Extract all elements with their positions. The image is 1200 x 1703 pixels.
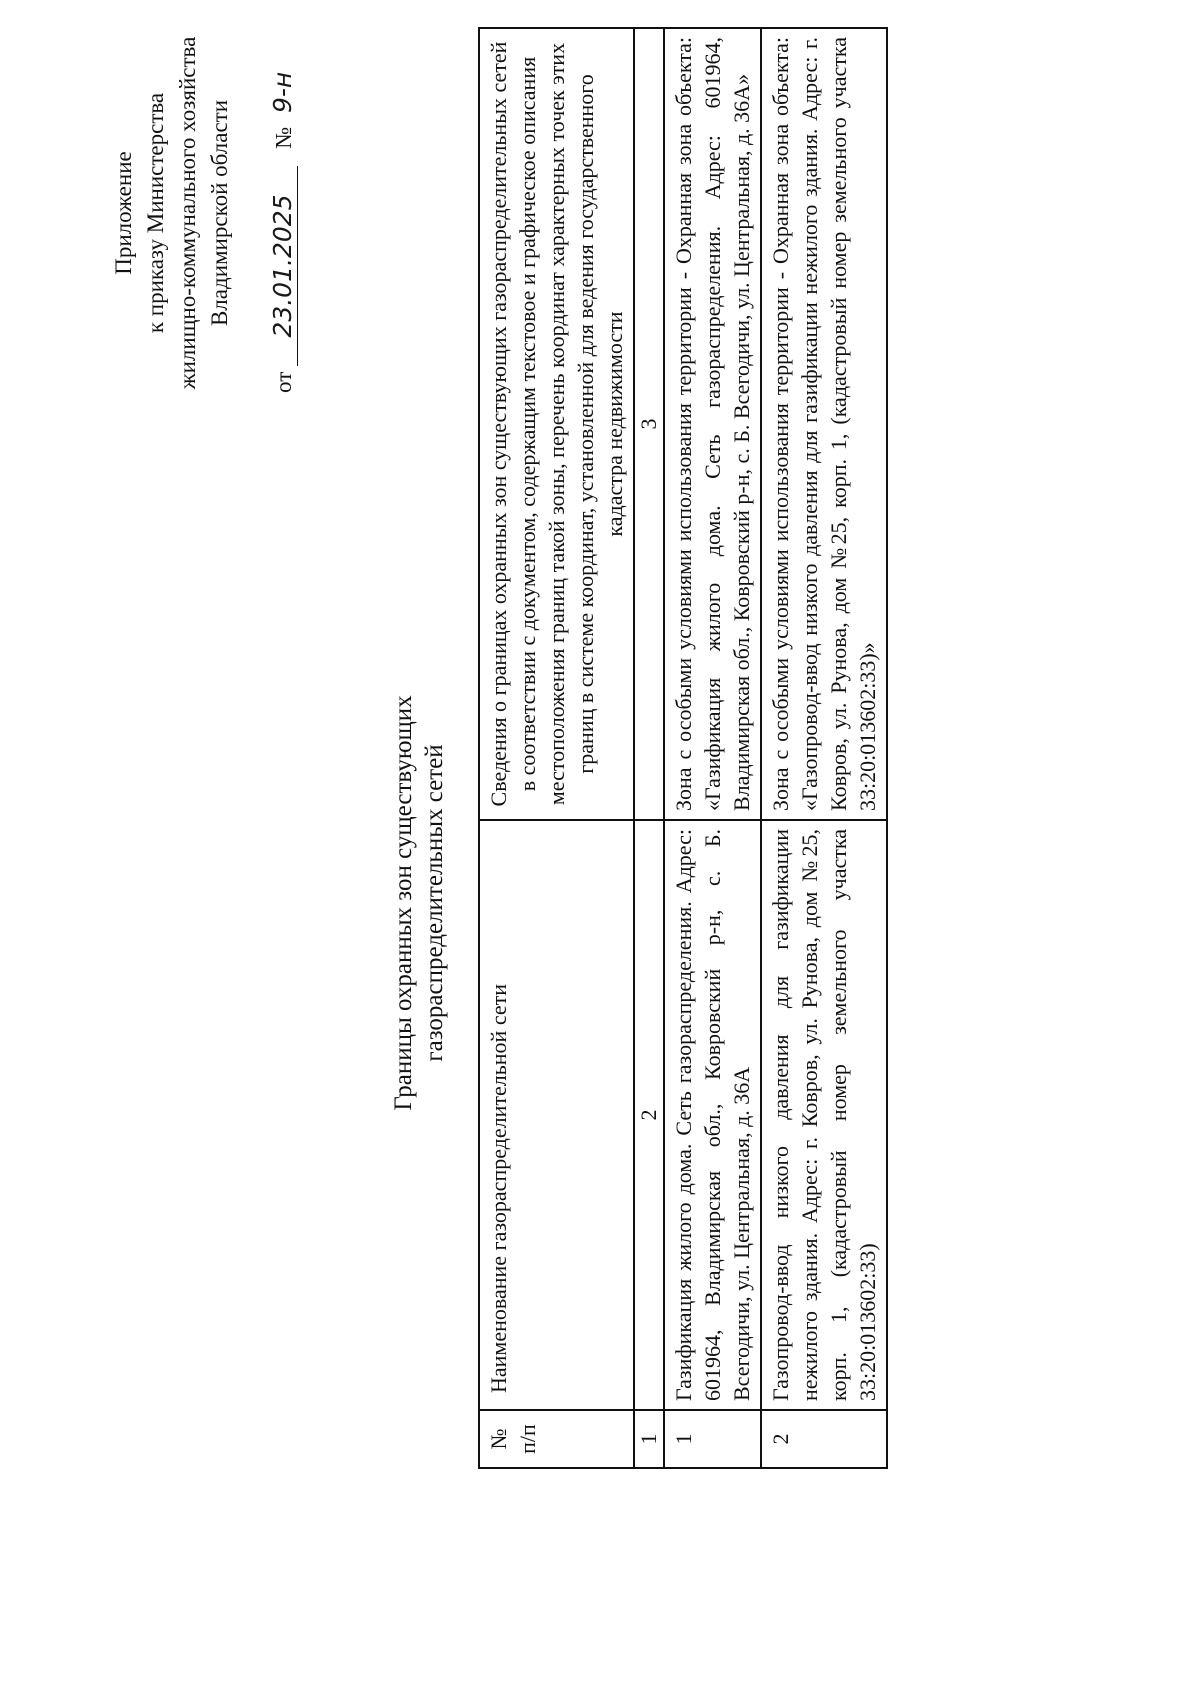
header-col-info: Сведения о границах охранных зон существующих газораспределительных сетей в соответствии с документом, содержащим текстовое и графическое описания местоположения границ такой зоны, перечень координат характерных точек этих границ в системе координат, установленной для ведения государственного кадастра недвижимости bbox=[479, 28, 634, 820]
order-date: 23.01.2025 bbox=[268, 166, 298, 366]
protection-zones-table bbox=[478, 27, 888, 1469]
number-prefix: № bbox=[271, 126, 296, 149]
column-number: 2 bbox=[634, 820, 664, 1410]
title-line-2: газораспределительных сетей bbox=[421, 744, 448, 1062]
network-name: Газопровод-ввод низкого давления для газификации нежилого здания. Адрес: г. Ковров, ул. Рунова, дом №25, корп. 1, (кадастровый номер земельного участка 33:20:013602:33) bbox=[761, 820, 887, 1410]
row-number: 1 bbox=[664, 1410, 761, 1468]
document-title bbox=[388, 503, 450, 1303]
column-number: 3 bbox=[634, 28, 664, 820]
order-reference: к приказу Министерства bbox=[143, 92, 168, 334]
header-col-number: № п/п bbox=[479, 1410, 634, 1468]
order-date-line bbox=[268, 72, 298, 393]
table-header-row bbox=[479, 28, 634, 1468]
region-name: Владимирской области bbox=[207, 99, 232, 327]
table-row bbox=[664, 28, 761, 1468]
row-number: 2 bbox=[761, 1410, 887, 1468]
network-name: Газификация жилого дома. Сеть газораспределения. Адрес: 601964, Владимирская обл., Ковровский р-н, с. Б. Всегодичи, ул. Центральная, д. 36А bbox=[664, 820, 761, 1410]
ministry-name: жилищно-коммунального хозяйства bbox=[175, 36, 200, 390]
zone-info: Зона с особыми условиями использования территории - Охранная зона объекта: «Газификация жилого дома. Сеть газораспределения. Адрес: 601964, Владимирская обл., Ковровский р-н, с. Б. Всегодичи, ул. Центральная, д. 36А» bbox=[664, 28, 761, 820]
header-col-name: Наименование газораспределительной сети bbox=[479, 820, 634, 1410]
appendix-label: Приложение bbox=[111, 151, 136, 275]
column-number-row bbox=[634, 28, 664, 1468]
column-number: 1 bbox=[634, 1410, 664, 1468]
zone-info: Зона с особыми условиями использования территории - Охранная зона объекта: «Газопровод-ввод низкого давления для газификации нежилого здания. Адрес: г. Ковров, ул. Рунова, дом №25, корп. 1, (кадастровый номер земельного участка 33:20:013602:33)» bbox=[761, 28, 887, 820]
order-number: 9-н bbox=[268, 71, 297, 114]
appendix-header bbox=[108, 23, 236, 403]
title-line-1: Границы охранных зон существующих bbox=[390, 695, 417, 1111]
date-prefix: от bbox=[271, 371, 296, 393]
table-row bbox=[761, 28, 887, 1468]
